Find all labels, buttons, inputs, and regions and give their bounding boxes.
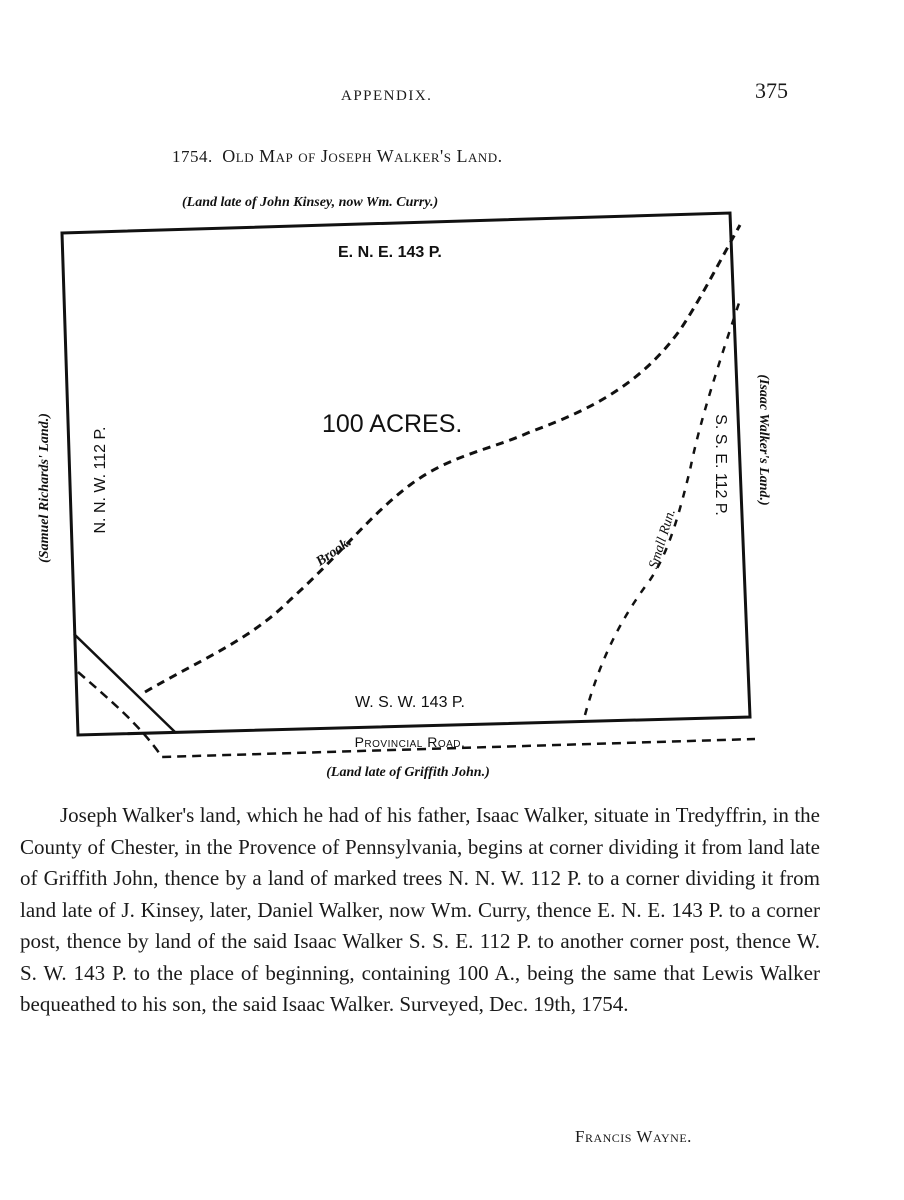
road-label: Provincial Road. [354,734,466,750]
top-adjoiner-label: (Land late of John Kinsey, now Wm. Curry.) [182,195,439,210]
left-adjoiner-label: (Samuel Richards' Land.) [37,413,52,563]
right-boundary-label: S. S. E. 112 P. [712,414,729,516]
signature: Francis Wayne. [575,1127,692,1146]
brook-label: Brook. [313,534,355,570]
area-label: 100 ACRES. [322,410,463,438]
running-head: APPENDIX. [341,88,433,104]
left-boundary-label: N. N. W. 112 P. [92,426,109,534]
right-adjoiner-label: (Isaac Walker's Land.) [756,374,771,506]
small-run-label: Small Run. [646,507,679,571]
brook-line [145,225,740,692]
bottom-adjoiner-label: (Land late of Griffith John.) [326,765,490,780]
bottom-boundary-label: W. S. W. 143 P. [355,694,465,711]
page-number: 375 [755,78,788,103]
map-title-text: Old Map of Joseph Walker's Land. [222,146,503,166]
top-boundary-label: E. N. E. 143 P. [338,244,442,261]
map-title-year: 1754. [172,147,213,166]
body-paragraph: Joseph Walker's land, which he had of his father, Isaac Walker, situate in Tredyffrin, in the County of Chester, in the Provence of Pennsylvania, begins at corner dividing it from land late of Griffith John, thence by a land of marked trees N. N. W. 112 P. to a corner dividing it from land late of J. Kinsey, later, Daniel Walker, now Wm. Curry, thence E. N. E. 143 P. to a corner post, thence by land of the said Isaac Walker S. S. E. 112 P. to another corner post, thence W. S. W. 143 P. to the place of beginning, containing 100 A., being the same that Lewis Walker bequeathed to his son, the said Isaac Walker. Surveyed, Dec. 19th, 1754. [20,803,820,1016]
parcel-outline [62,213,750,735]
body-text [20,800,820,1021]
